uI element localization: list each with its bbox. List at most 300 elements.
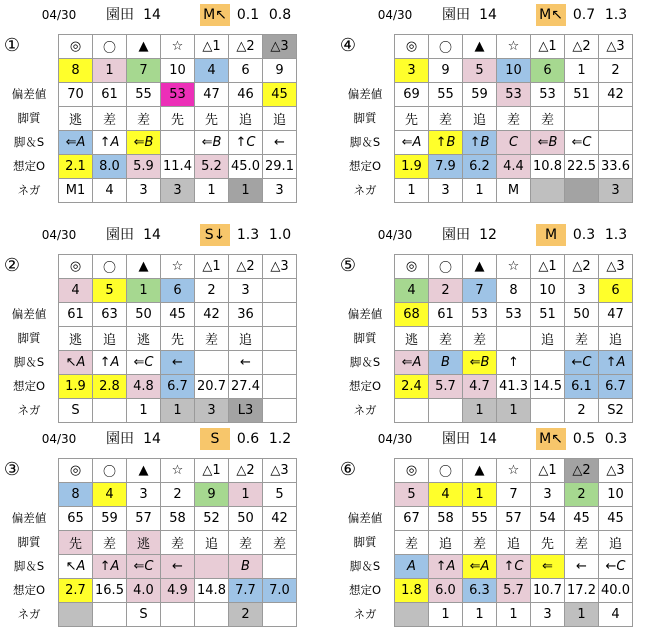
grid-row-deviation-score	[59, 507, 297, 531]
horse-number-cell-hoshi: 6	[161, 279, 195, 303]
symbol-cell-hoshi: ☆	[161, 459, 195, 483]
race-panel	[336, 4, 666, 209]
expected-odds-cell-taikou: 2.8	[93, 375, 127, 399]
leg-speed-cell-sankaku-1: ⇐B	[531, 131, 565, 155]
running-style-cell-sankaku-1: 先	[531, 531, 565, 555]
expected-odds-cell-sankaku-1: 10.7	[531, 579, 565, 603]
grid-row-expected-odds	[395, 579, 633, 603]
expected-odds-cell-hoshi: 4.4	[497, 155, 531, 179]
horse-number-cell-sankaku-3: 9	[263, 59, 297, 83]
horse-number-cell-honmei: 5	[395, 483, 429, 507]
race-number: ①	[3, 35, 21, 56]
race-header	[336, 224, 666, 246]
deviation-score-cell-sankaku-2: 36	[229, 303, 263, 327]
deviation-score-cell-sankaku-1: 54	[531, 507, 565, 531]
expected-odds-cell-sankaku-3: 6.7	[599, 375, 633, 399]
jockey-name: 園田	[106, 7, 134, 23]
prediction-grid	[394, 254, 633, 423]
leg-speed-cell-honmei: ↖A	[59, 555, 93, 579]
expected-odds-cell-hoshi: 6.7	[161, 375, 195, 399]
horse-number-cell-sankaku-2: 3	[229, 279, 263, 303]
symbol-cell-honmei: ◎	[59, 255, 93, 279]
symbol-cell-honmei: ◎	[395, 35, 429, 59]
negative-marker-cell-honmei	[395, 399, 429, 423]
symbol-cell-taikou: 〇	[93, 35, 127, 59]
running-style-cell-sankaku-3	[599, 107, 633, 131]
leg-speed-cell-sankaku-2: ←C	[565, 351, 599, 375]
row-label: 偏差値	[347, 87, 383, 101]
race-date: 04/30	[377, 432, 413, 446]
horse-number-cell-sankaku-1: 2	[195, 279, 229, 303]
race-number: ④	[339, 35, 357, 56]
grid-row-expected-odds	[395, 375, 633, 399]
deviation-score-cell-tanana: 55	[463, 507, 497, 531]
grid-row-negative-marker	[59, 399, 297, 423]
grid-row-expected-odds	[395, 155, 633, 179]
grid-row-running-style	[395, 107, 633, 131]
deviation-score-cell-taikou: 61	[429, 303, 463, 327]
deviation-score-cell-sankaku-1: 52	[195, 507, 229, 531]
deviation-score-cell-sankaku-2: 50	[565, 303, 599, 327]
leg-speed-cell-hoshi: ↑	[497, 351, 531, 375]
runner-count: 14	[479, 7, 497, 23]
pace-mark: M↖	[200, 4, 230, 26]
negative-marker-cell-sankaku-3	[263, 603, 297, 627]
runner-count: 12	[479, 227, 497, 243]
deviation-score-cell-hoshi: 45	[161, 303, 195, 327]
running-style-cell-tanana: 逃	[127, 327, 161, 351]
running-style-cell-sankaku-2: 差	[565, 531, 599, 555]
race-header	[0, 428, 330, 450]
horse-number-cell-honmei: 4	[59, 279, 93, 303]
leg-speed-cell-taikou: ↑A	[93, 351, 127, 375]
grid-row-deviation-score	[395, 83, 633, 107]
deviation-score-cell-taikou: 58	[429, 507, 463, 531]
row-label: 脚＆S	[13, 559, 45, 573]
horse-number-cell-sankaku-3: 5	[263, 483, 297, 507]
deviation-score-cell-honmei: 70	[59, 83, 93, 107]
deviation-score-cell-honmei: 68	[395, 303, 429, 327]
running-style-cell-honmei: 先	[395, 107, 429, 131]
grid-row-horse-number	[59, 279, 297, 303]
running-style-cell-sankaku-3: 追	[263, 107, 297, 131]
deviation-score-cell-sankaku-2: 46	[229, 83, 263, 107]
negative-marker-cell-tanana: 1	[463, 399, 497, 423]
symbol-cell-sankaku-1: △1	[531, 459, 565, 483]
grid-row-running-style	[59, 531, 297, 555]
running-style-cell-taikou: 追	[93, 327, 127, 351]
leg-speed-cell-tanana: ⇐B	[127, 131, 161, 155]
running-style-cell-sankaku-2	[565, 107, 599, 131]
horse-number-cell-sankaku-1: 6	[531, 59, 565, 83]
negative-marker-cell-taikou: 4	[93, 179, 127, 203]
running-style-cell-taikou: 差	[93, 531, 127, 555]
grid-row-leg-speed	[395, 555, 633, 579]
negative-marker-cell-sankaku-1: 3	[195, 399, 229, 423]
expected-odds-cell-sankaku-1: 5.2	[195, 155, 229, 179]
running-style-cell-hoshi: 先	[161, 107, 195, 131]
expected-odds-cell-tanana: 4.0	[127, 579, 161, 603]
race-panel	[336, 428, 666, 633]
grid-row-leg-speed	[59, 351, 297, 375]
runner-count: 14	[143, 431, 161, 447]
grid-row-leg-speed	[395, 131, 633, 155]
expected-odds-cell-sankaku-2: 17.2	[565, 579, 599, 603]
running-style-cell-sankaku-1: 追	[531, 327, 565, 351]
leg-speed-cell-sankaku-3	[263, 555, 297, 579]
value-1: 1.3	[236, 227, 260, 243]
deviation-score-cell-taikou: 63	[93, 303, 127, 327]
negative-marker-cell-sankaku-3	[263, 399, 297, 423]
leg-speed-cell-sankaku-1: ⇐B	[195, 131, 229, 155]
grid-row-running-style	[395, 327, 633, 351]
race-date: 04/30	[377, 228, 413, 242]
horse-number-cell-taikou: 4	[429, 483, 463, 507]
grid-row-running-style	[395, 531, 633, 555]
leg-speed-cell-hoshi: ←	[161, 351, 195, 375]
deviation-score-cell-sankaku-2: 50	[229, 507, 263, 531]
symbol-cell-sankaku-2: △2	[229, 255, 263, 279]
expected-odds-cell-taikou: 5.7	[429, 375, 463, 399]
running-style-cell-honmei: 差	[395, 531, 429, 555]
negative-marker-cell-tanana: 1	[127, 399, 161, 423]
negative-marker-cell-sankaku-1: 1	[195, 179, 229, 203]
negative-marker-cell-tanana: 1	[463, 179, 497, 203]
race-panel	[0, 224, 330, 429]
leg-speed-cell-honmei: ⇐A	[395, 131, 429, 155]
grid-row-symbol	[59, 459, 297, 483]
expected-odds-cell-sankaku-1: 20.7	[195, 375, 229, 399]
leg-speed-cell-sankaku-3: ↑A	[599, 351, 633, 375]
deviation-score-cell-sankaku-3: 47	[599, 303, 633, 327]
leg-speed-cell-tanana: ⇐C	[127, 555, 161, 579]
grid-row-negative-marker	[395, 603, 633, 627]
leg-speed-cell-taikou: B	[429, 351, 463, 375]
symbol-cell-taikou: 〇	[429, 459, 463, 483]
symbol-cell-taikou: 〇	[429, 35, 463, 59]
expected-odds-cell-sankaku-3: 40.0	[599, 579, 633, 603]
expected-odds-cell-sankaku-1: 14.5	[531, 375, 565, 399]
horse-number-cell-honmei: 8	[59, 59, 93, 83]
symbol-cell-sankaku-2: △2	[565, 35, 599, 59]
running-style-cell-hoshi: 差	[161, 531, 195, 555]
running-style-cell-taikou: 差	[429, 107, 463, 131]
symbol-cell-honmei: ◎	[395, 255, 429, 279]
deviation-score-cell-sankaku-1: 51	[531, 303, 565, 327]
horse-number-cell-sankaku-3: 6	[599, 279, 633, 303]
symbol-cell-hoshi: ☆	[497, 35, 531, 59]
horse-number-cell-sankaku-1: 10	[531, 279, 565, 303]
expected-odds-cell-honmei: 2.4	[395, 375, 429, 399]
expected-odds-cell-hoshi: 11.4	[161, 155, 195, 179]
running-style-cell-sankaku-3: 追	[599, 531, 633, 555]
grid-row-expected-odds	[59, 579, 297, 603]
horse-number-cell-taikou: 9	[429, 59, 463, 83]
negative-marker-cell-sankaku-2: 2	[229, 603, 263, 627]
grid-row-leg-speed	[59, 131, 297, 155]
leg-speed-cell-sankaku-2: ↑C	[229, 131, 263, 155]
row-label: 脚質	[353, 535, 377, 549]
symbol-cell-sankaku-3: △3	[599, 35, 633, 59]
row-label: 脚質	[353, 111, 377, 125]
row-label: ネガ	[17, 183, 41, 197]
horse-number-cell-tanana: 5	[463, 59, 497, 83]
grid-row-symbol	[395, 255, 633, 279]
running-style-cell-honmei: 逃	[395, 327, 429, 351]
symbol-cell-tanana: ▲	[127, 255, 161, 279]
grid-row-negative-marker	[395, 179, 633, 203]
deviation-score-cell-taikou: 61	[93, 83, 127, 107]
symbol-cell-sankaku-3: △3	[263, 459, 297, 483]
value-1: 0.7	[572, 7, 596, 23]
negative-marker-cell-sankaku-3: 4	[599, 603, 633, 627]
negative-marker-cell-tanana: 1	[463, 603, 497, 627]
symbol-cell-hoshi: ☆	[497, 459, 531, 483]
leg-speed-cell-sankaku-2: ⇐C	[565, 131, 599, 155]
race-header	[336, 4, 666, 26]
running-style-cell-sankaku-2: 追	[229, 327, 263, 351]
row-label: 偏差値	[11, 511, 47, 525]
leg-speed-cell-sankaku-2: B	[229, 555, 263, 579]
expected-odds-cell-sankaku-1: 14.8	[195, 579, 229, 603]
negative-marker-cell-hoshi: 3	[161, 179, 195, 203]
symbol-cell-sankaku-2: △2	[229, 459, 263, 483]
running-style-cell-tanana: 追	[463, 107, 497, 131]
prediction-grid	[58, 34, 297, 203]
prediction-grid	[58, 458, 297, 627]
horse-number-cell-honmei: 3	[395, 59, 429, 83]
grid-row-symbol	[395, 459, 633, 483]
running-style-cell-taikou: 追	[429, 531, 463, 555]
row-label: 偏差値	[11, 87, 47, 101]
symbol-cell-honmei: ◎	[395, 459, 429, 483]
deviation-score-cell-sankaku-3: 42	[599, 83, 633, 107]
leg-speed-cell-sankaku-1	[195, 555, 229, 579]
expected-odds-cell-tanana: 4.7	[463, 375, 497, 399]
row-label: 想定O	[348, 379, 382, 393]
pace-mark: M↖	[536, 4, 566, 26]
grid-row-horse-number	[59, 483, 297, 507]
leg-speed-cell-sankaku-1	[195, 351, 229, 375]
race-header	[336, 428, 666, 450]
negative-marker-cell-honmei	[395, 603, 429, 627]
running-style-cell-hoshi	[497, 327, 531, 351]
row-label: 偏差値	[347, 511, 383, 525]
running-style-cell-honmei: 逃	[59, 107, 93, 131]
grid-row-expected-odds	[59, 155, 297, 179]
horse-number-cell-sankaku-2: 1	[229, 483, 263, 507]
leg-speed-cell-sankaku-1	[531, 351, 565, 375]
symbol-cell-hoshi: ☆	[161, 35, 195, 59]
horse-number-cell-honmei: 8	[59, 483, 93, 507]
expected-odds-cell-sankaku-2: 45.0	[229, 155, 263, 179]
deviation-score-cell-tanana: 55	[127, 83, 161, 107]
row-label: ネガ	[353, 183, 377, 197]
row-label: 想定O	[348, 583, 382, 597]
row-label: ネガ	[353, 607, 377, 621]
row-label: 偏差値	[11, 307, 47, 321]
horse-number-cell-sankaku-2: 3	[565, 279, 599, 303]
expected-odds-cell-sankaku-3	[263, 375, 297, 399]
row-label: 想定O	[12, 159, 46, 173]
expected-odds-cell-sankaku-2: 7.7	[229, 579, 263, 603]
jockey-name: 園田	[442, 7, 470, 23]
deviation-score-cell-sankaku-2: 45	[565, 507, 599, 531]
running-style-cell-hoshi: 差	[497, 107, 531, 131]
symbol-cell-sankaku-1: △1	[195, 459, 229, 483]
prediction-grid	[394, 458, 633, 627]
deviation-score-cell-tanana: 50	[127, 303, 161, 327]
horse-number-cell-sankaku-3	[263, 279, 297, 303]
expected-odds-cell-taikou: 6.0	[429, 579, 463, 603]
value-1: 0.1	[236, 7, 260, 23]
expected-odds-cell-honmei: 2.1	[59, 155, 93, 179]
symbol-cell-sankaku-1: △1	[531, 35, 565, 59]
pace-mark: S	[200, 428, 230, 450]
running-style-cell-sankaku-2: 差	[229, 531, 263, 555]
symbol-cell-sankaku-3: △3	[599, 255, 633, 279]
expected-odds-cell-sankaku-1: 10.8	[531, 155, 565, 179]
deviation-score-cell-taikou: 55	[429, 83, 463, 107]
race-number: ⑤	[339, 255, 357, 276]
negative-marker-cell-sankaku-1	[195, 603, 229, 627]
negative-marker-cell-sankaku-3: 3	[599, 179, 633, 203]
symbol-cell-tanana: ▲	[127, 35, 161, 59]
race-header	[0, 224, 330, 246]
prediction-grid	[58, 254, 297, 423]
row-label: 想定O	[12, 583, 46, 597]
grid-row-negative-marker	[59, 603, 297, 627]
negative-marker-cell-taikou: 3	[429, 179, 463, 203]
runner-count: 14	[143, 227, 161, 243]
deviation-score-cell-hoshi: 53	[497, 303, 531, 327]
leg-speed-cell-sankaku-2: ←	[229, 351, 263, 375]
expected-odds-cell-tanana: 4.8	[127, 375, 161, 399]
deviation-score-cell-honmei: 61	[59, 303, 93, 327]
grid-row-running-style	[59, 327, 297, 351]
expected-odds-cell-sankaku-2: 22.5	[565, 155, 599, 179]
deviation-score-cell-tanana: 59	[463, 83, 497, 107]
horse-number-cell-hoshi: 10	[161, 59, 195, 83]
horse-number-cell-sankaku-1: 3	[531, 483, 565, 507]
negative-marker-cell-taikou	[93, 603, 127, 627]
grid-row-horse-number	[395, 483, 633, 507]
race-date: 04/30	[41, 228, 77, 242]
negative-marker-cell-taikou	[429, 399, 463, 423]
value-2: 0.8	[268, 7, 292, 23]
running-style-cell-taikou: 差	[93, 107, 127, 131]
value-1: 0.6	[236, 431, 260, 447]
negative-marker-cell-tanana: 3	[127, 179, 161, 203]
negative-marker-cell-hoshi: 1	[497, 603, 531, 627]
horse-number-cell-honmei: 4	[395, 279, 429, 303]
leg-speed-cell-taikou: ↑A	[429, 555, 463, 579]
symbol-cell-sankaku-1: △1	[531, 255, 565, 279]
row-label: 脚質	[353, 331, 377, 345]
running-style-cell-tanana: 差	[127, 107, 161, 131]
grid-row-negative-marker	[59, 179, 297, 203]
grid-row-horse-number	[59, 59, 297, 83]
expected-odds-cell-honmei: 1.9	[395, 155, 429, 179]
symbol-cell-sankaku-2: △2	[565, 459, 599, 483]
running-style-cell-hoshi: 先	[161, 327, 195, 351]
expected-odds-cell-taikou: 7.9	[429, 155, 463, 179]
negative-marker-cell-tanana: S	[127, 603, 161, 627]
horse-number-cell-tanana: 1	[463, 483, 497, 507]
row-label: 脚＆S	[13, 135, 45, 149]
row-label: 脚質	[17, 111, 41, 125]
running-style-cell-tanana: 差	[463, 327, 497, 351]
expected-odds-cell-hoshi: 5.7	[497, 579, 531, 603]
negative-marker-cell-sankaku-2: 2	[565, 399, 599, 423]
leg-speed-cell-honmei: ↖A	[59, 351, 93, 375]
negative-marker-cell-honmei	[59, 603, 93, 627]
jockey-name: 園田	[106, 227, 134, 243]
leg-speed-cell-honmei: ⇐A	[395, 351, 429, 375]
value-2: 1.3	[604, 7, 628, 23]
race-date: 04/30	[41, 432, 77, 446]
prediction-grid	[394, 34, 633, 203]
deviation-score-cell-sankaku-1: 53	[531, 83, 565, 107]
horse-number-cell-hoshi: 2	[161, 483, 195, 507]
leg-speed-cell-taikou: ↑A	[93, 555, 127, 579]
symbol-cell-hoshi: ☆	[161, 255, 195, 279]
running-style-cell-tanana: 差	[463, 531, 497, 555]
symbol-cell-sankaku-1: △1	[195, 35, 229, 59]
negative-marker-cell-taikou: 1	[429, 603, 463, 627]
expected-odds-cell-tanana: 6.3	[463, 579, 497, 603]
negative-marker-cell-sankaku-3: S2	[599, 399, 633, 423]
leg-speed-cell-hoshi: C	[497, 131, 531, 155]
symbol-cell-honmei: ◎	[59, 35, 93, 59]
negative-marker-cell-hoshi: 1	[161, 399, 195, 423]
row-label: ネガ	[17, 403, 41, 417]
pace-mark: M↖	[536, 428, 566, 450]
horse-number-cell-sankaku-2: 6	[229, 59, 263, 83]
horse-number-cell-sankaku-1: 4	[195, 59, 229, 83]
leg-speed-cell-taikou: ↑A	[93, 131, 127, 155]
expected-odds-cell-sankaku-3: 33.6	[599, 155, 633, 179]
negative-marker-cell-sankaku-2: 1	[229, 179, 263, 203]
race-header	[0, 4, 330, 26]
running-style-cell-tanana: 逃	[127, 531, 161, 555]
deviation-score-cell-honmei: 67	[395, 507, 429, 531]
row-label: 想定O	[348, 159, 382, 173]
horse-number-cell-sankaku-3: 10	[599, 483, 633, 507]
horse-number-cell-hoshi: 8	[497, 279, 531, 303]
running-style-cell-sankaku-1: 差	[195, 327, 229, 351]
deviation-score-cell-honmei: 65	[59, 507, 93, 531]
negative-marker-cell-honmei: S	[59, 399, 93, 423]
leg-speed-cell-sankaku-3: ←	[263, 131, 297, 155]
horse-number-cell-sankaku-3: 2	[599, 59, 633, 83]
leg-speed-cell-taikou: ↑B	[429, 131, 463, 155]
grid-row-deviation-score	[59, 83, 297, 107]
row-label: 脚＆S	[349, 135, 381, 149]
grid-row-symbol	[59, 35, 297, 59]
race-number: ③	[3, 459, 21, 480]
negative-marker-cell-hoshi: M	[497, 179, 531, 203]
deviation-score-cell-sankaku-3: 42	[263, 507, 297, 531]
horse-number-cell-tanana: 7	[127, 59, 161, 83]
symbol-cell-taikou: 〇	[429, 255, 463, 279]
row-label: ネガ	[17, 607, 41, 621]
pace-mark: S↓	[200, 224, 230, 246]
horse-number-cell-hoshi: 10	[497, 59, 531, 83]
value-1: 0.3	[572, 227, 596, 243]
jockey-name: 園田	[442, 227, 470, 243]
horse-number-cell-sankaku-2: 2	[565, 483, 599, 507]
